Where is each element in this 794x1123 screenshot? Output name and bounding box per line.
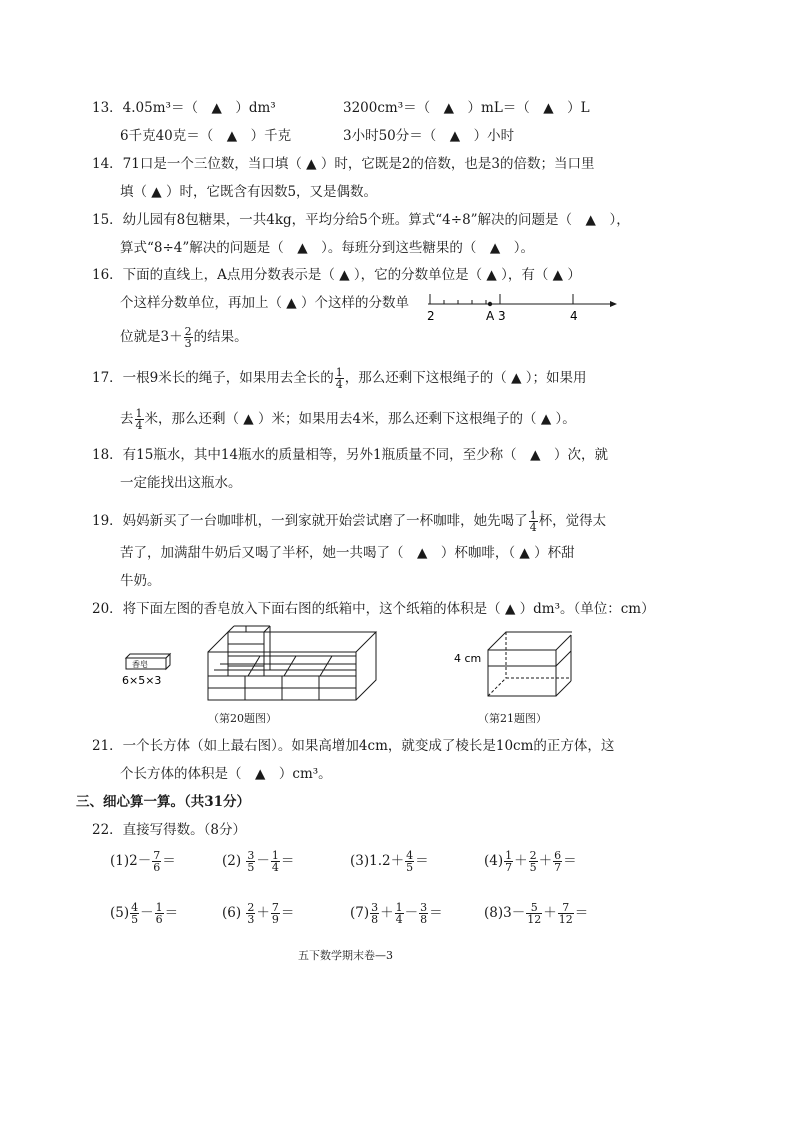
height-label: 4 cm: [454, 652, 482, 665]
q16-line3: 位就是3＋ $\frac{2}{3}$ 的结果。: [120, 325, 248, 350]
tick-label-3: 3: [498, 309, 506, 323]
soap-top: [126, 654, 170, 658]
calc-item-1: (1)2－ $\frac{7}{6}$ ＝: [110, 849, 176, 874]
q16-line1: 16．下面的直线上，A点用分数表示是（ ▲ ），它的分数单位是（ ▲ ），有（ ▲ ）: [92, 267, 581, 283]
fraction: $\frac{1}{6}$: [155, 901, 163, 926]
soap-stack: [228, 632, 264, 676]
q13-line1b: 3200cm³＝（ ▲ ）mL＝（ ▲ ）L: [343, 100, 590, 116]
fraction: $\frac{3}{5}$: [247, 849, 255, 874]
fraction: $\frac{2}{3}$: [247, 901, 255, 926]
calc-item-2: (2) $\frac{3}{5}$ － $\frac{1}{4}$ ＝: [222, 849, 295, 874]
calc-item-3: (3)1.2＋ $\frac{4}{5}$ ＝: [350, 849, 429, 874]
q17-line2: 去 $\frac{1}{4}$ 米，那么还剩（ ▲ ）米；如果用去4米，那么还剩下这根绳子的（ ▲ ）。: [120, 407, 576, 432]
q22-title: 22．直接写得数。（8分）: [92, 822, 247, 838]
fraction: $\frac{7}{9}$: [271, 901, 279, 926]
fraction: $\frac{1}{4}$: [271, 849, 279, 874]
q14-line1: 14．71口是一个三位数，当口填（ ▲ ）时，它既是2的倍数，也是3的倍数；当口里: [92, 156, 595, 172]
soap-dimensions: 6×5×3: [122, 674, 162, 687]
fraction: $\frac{1}{4}$: [335, 366, 343, 391]
q18-line2: 一定能找出这瓶水。: [120, 475, 242, 491]
fraction: $\frac{5}{12}$: [527, 901, 542, 926]
arrow-icon: [610, 301, 617, 307]
fraction: $\frac{2}{3}$: [184, 325, 192, 350]
fraction: $\frac{1}{4}$: [529, 509, 537, 534]
q19-line3: 牛奶。: [120, 573, 161, 589]
fraction: $\frac{7}{12}$: [558, 901, 573, 926]
box-top: [208, 632, 376, 652]
tick-label-4: 4: [570, 309, 578, 323]
q15-line2: 算式“8÷4”解决的问题是（ ▲ ）。每班分到这些糖果的（ ▲ ）。: [120, 240, 535, 256]
fraction: $\frac{4}{5}$: [131, 901, 139, 926]
q21-caption: （第21题图）: [478, 712, 547, 725]
q20-line1: 20．将下面左图的香皂放入下面右图的纸箱中，这个纸箱的体积是（ ▲ ）dm³。（单位：cm）: [92, 601, 655, 617]
calc-item-6: (6) $\frac{2}{3}$ ＋ $\frac{7}{9}$ ＝: [222, 901, 295, 926]
q16-line2: 个这样分数单位，再加上（ ▲ ）个这样的分数单: [120, 295, 409, 311]
section-3-title: 三、细心算一算。（共31分）: [76, 794, 251, 810]
q19-line2: 苦了，加满甜牛奶后又喝了半杯，她一共喝了（ ▲ ）杯咖啡，（ ▲ ）杯甜: [120, 545, 575, 561]
q20-caption: （第20题图）: [208, 712, 277, 725]
fraction: $\frac{3}{8}$: [371, 901, 379, 926]
ticks: [430, 294, 573, 304]
fraction: $\frac{3}{8}$: [420, 901, 428, 926]
number-line-figure: [420, 284, 620, 324]
point-a-label: A: [486, 309, 495, 323]
fraction: $\frac{2}{5}$: [529, 849, 537, 874]
calc-item-7: (7) $\frac{3}{8}$ ＋ $\frac{1}{4}$ － $\frac{3}{8}$ ＝: [350, 901, 443, 926]
fraction: $\frac{1}{7}$: [505, 849, 513, 874]
q15-line1: 15．幼儿园有8包糖果，一共4kg，平均分给5个班。算式“4÷8”解决的问题是（ ▲ ），: [92, 212, 630, 228]
cuboid-front: [488, 650, 556, 696]
soap-figure: [120, 650, 180, 690]
q18-line1: 18．有15瓶水，其中14瓶水的质量相等，另外1瓶质量不同，至少称（ ▲ ）次，就: [92, 447, 609, 463]
fraction: $\frac{4}{5}$: [406, 849, 414, 874]
fraction: $\frac{6}{7}$: [554, 849, 562, 874]
point-a-dot: [488, 302, 492, 306]
fraction: $\frac{7}{6}$: [153, 849, 161, 874]
q13-line1: 13．4.05m³＝（ ▲ ）dm³: [92, 100, 276, 116]
q13-line2b: 3小时50分＝（ ▲ ）小时: [343, 128, 515, 144]
q19-line1: 19．妈妈新买了一台咖啡机，一到家就开始尝试磨了一杯咖啡，她先喝了 $\frac{1}{4}$ 杯，觉得太: [92, 509, 607, 534]
q14-line2: 填（ ▲ ）时，它既含有因数5，又是偶数。: [120, 184, 378, 200]
calc-item-5: (5) $\frac{4}{5}$ － $\frac{1}{6}$ ＝: [110, 901, 179, 926]
cuboid-figure: [452, 626, 572, 704]
tick-label-2: 2: [427, 309, 435, 323]
fraction: $\frac{1}{4}$: [395, 901, 403, 926]
soap-label: 香皂: [132, 660, 148, 669]
calc-item-8: (8)3－ $\frac{5}{12}$ ＋ $\frac{7}{12}$ ＝: [484, 901, 589, 926]
q13-line2: 6千克40克＝（ ▲ ）千克: [120, 128, 292, 144]
q21-line2: 个长方体的体积是（ ▲ ）cm³。: [120, 766, 332, 782]
calc-item-4: (4) $\frac{1}{7}$ ＋ $\frac{2}{5}$ ＋ $\frac{6}{7}$ ＝: [484, 849, 577, 874]
fraction: $\frac{1}{4}$: [135, 407, 143, 432]
box-figure: [200, 622, 390, 704]
page-footer: 五下数学期末卷—3: [298, 949, 393, 962]
q17-line1: 17．一根9米长的绳子，如果用去全长的 $\frac{1}{4}$ ，那么还剩下这根绳子的（ ▲ ）；如果用: [92, 366, 587, 391]
q21-line1: 21．一个长方体（如上最右图）。如果高增加4cm，就变成了棱长是10cm的正方体，这: [92, 738, 615, 754]
